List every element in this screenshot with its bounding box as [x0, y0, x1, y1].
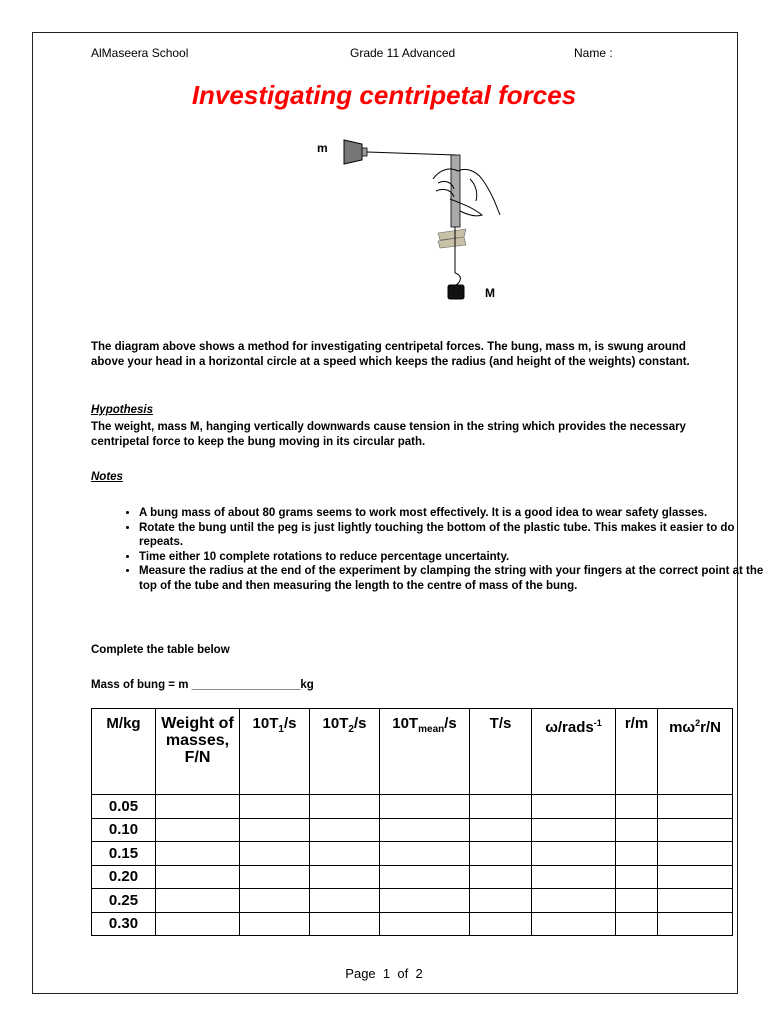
table-cell[interactable]	[240, 865, 310, 889]
table-cell[interactable]	[310, 818, 380, 842]
table-cell[interactable]	[658, 795, 733, 819]
header-r: r/m	[616, 709, 658, 795]
table-row	[92, 865, 733, 889]
mass-of-bung-unit: kg	[300, 679, 314, 691]
table-cell[interactable]	[310, 912, 380, 936]
grade-label: Grade 11 Advanced	[350, 46, 456, 60]
table-cell[interactable]	[156, 818, 240, 842]
table-cell[interactable]	[616, 865, 658, 889]
table-cell[interactable]	[658, 818, 733, 842]
table-cell[interactable]	[470, 795, 532, 819]
mass-of-bung-line	[91, 678, 721, 693]
table-cell[interactable]	[658, 865, 733, 889]
table-cell[interactable]	[470, 818, 532, 842]
table-cell[interactable]	[532, 795, 616, 819]
mass-value-cell: 0.15	[92, 842, 156, 866]
table-cell[interactable]	[532, 912, 616, 936]
header-10tmean: $10T_{mean}/s$	[380, 709, 470, 795]
name-label: Name :	[574, 46, 613, 60]
table-cell[interactable]	[616, 889, 658, 913]
table-cell[interactable]	[156, 842, 240, 866]
apparatus-illustration	[300, 133, 520, 313]
table-cell[interactable]	[156, 889, 240, 913]
table-cell[interactable]	[380, 889, 470, 913]
table-row	[92, 818, 733, 842]
table-cell[interactable]	[310, 842, 380, 866]
header-10t2: $10T_2/s$	[310, 709, 380, 795]
header-10t1: $10T_1/s$	[240, 709, 310, 795]
table-cell[interactable]	[240, 795, 310, 819]
note-item: • A bung mass of about 80 grams seems to work most effectively. It is a good idea to wear safety glasses.	[139, 506, 768, 521]
table-row	[92, 889, 733, 913]
mass-value-cell: 0.20	[92, 865, 156, 889]
table-cell[interactable]	[616, 795, 658, 819]
apparatus-diagram	[300, 133, 520, 313]
intro-paragraph: The diagram above shows a method for investigating centripetal forces. The bung, mass m, is swung around above your head in a horizontal circle at a speed which keeps the radius (and height of the weights) constant.	[91, 341, 690, 368]
header-omega: ω/rads$^{-1}$	[532, 709, 616, 795]
table-cell[interactable]	[616, 842, 658, 866]
notes-heading: Notes	[91, 471, 123, 483]
results-table	[91, 708, 733, 936]
table-row	[92, 795, 733, 819]
table-cell[interactable]	[380, 912, 470, 936]
header-t: T/s	[470, 709, 532, 795]
page-footer: Page 1 of 2	[345, 966, 423, 981]
table-cell[interactable]	[616, 818, 658, 842]
table-cell[interactable]	[658, 912, 733, 936]
table-cell[interactable]	[470, 912, 532, 936]
table-cell[interactable]	[240, 818, 310, 842]
hypothesis-heading: Hypothesis	[91, 404, 153, 416]
header-weight: Weight of masses, F/N	[156, 709, 240, 795]
table-row	[92, 912, 733, 936]
notes-list	[91, 506, 768, 593]
mass-M-label: M	[485, 286, 495, 300]
page-total: 2	[415, 966, 423, 981]
table-cell[interactable]	[380, 795, 470, 819]
table-cell[interactable]	[380, 865, 470, 889]
table-cell[interactable]	[310, 795, 380, 819]
table-cell[interactable]	[310, 865, 380, 889]
table-cell[interactable]	[658, 842, 733, 866]
complete-table-instruction: Complete the table below	[91, 644, 230, 656]
mass-value-cell: 0.05	[92, 795, 156, 819]
table-cell[interactable]	[532, 865, 616, 889]
note-item: • Time either 10 complete rotations to reduce percentage uncertainty.	[139, 550, 768, 565]
school-name: AlMaseera School	[91, 46, 189, 60]
table-cell[interactable]	[156, 912, 240, 936]
table-cell[interactable]	[380, 842, 470, 866]
table-cell[interactable]	[310, 889, 380, 913]
table-cell[interactable]	[470, 889, 532, 913]
table-cell[interactable]	[470, 865, 532, 889]
table-cell[interactable]	[156, 795, 240, 819]
mass-value-cell: 0.30	[92, 912, 156, 936]
page-current: 1	[382, 966, 391, 981]
mass-of-bung-label: Mass of bung = m	[91, 679, 189, 691]
header-mkg: M/kg	[92, 709, 156, 795]
table-cell[interactable]	[532, 889, 616, 913]
table-cell[interactable]	[240, 912, 310, 936]
table-cell[interactable]	[616, 912, 658, 936]
mass-m-label: m	[317, 141, 328, 155]
table-cell[interactable]	[470, 842, 532, 866]
table-header-row	[92, 709, 733, 795]
table-cell[interactable]	[240, 889, 310, 913]
note-item: • Rotate the bung until the peg is just lightly touching the bottom of the plastic tube. This makes it easier to do repeats.	[139, 521, 768, 550]
hypothesis-text: The weight, mass M, hanging vertically downwards cause tension in the string which provides the necessary centripetal force to keep the bung moving in its circular path.	[91, 421, 686, 448]
mass-value-cell: 0.25	[92, 889, 156, 913]
mass-value-cell: 0.10	[92, 818, 156, 842]
table-cell[interactable]	[532, 842, 616, 866]
header-force: $m\omega^2r/N$	[658, 709, 733, 795]
table-cell[interactable]	[156, 865, 240, 889]
table-row	[92, 842, 733, 866]
table-cell[interactable]	[532, 818, 616, 842]
mass-of-bung-blank[interactable]: _________________	[191, 679, 301, 691]
page-title: Investigating centripetal forces	[191, 80, 577, 110]
note-item: • Measure the radius at the end of the experiment by clamping the string with your fingers at the correct point at the top of the tube and then measuring the length to the centre of mass of the bung.	[139, 564, 768, 593]
table-cell[interactable]	[380, 818, 470, 842]
table-cell[interactable]	[658, 889, 733, 913]
table-cell[interactable]	[240, 842, 310, 866]
